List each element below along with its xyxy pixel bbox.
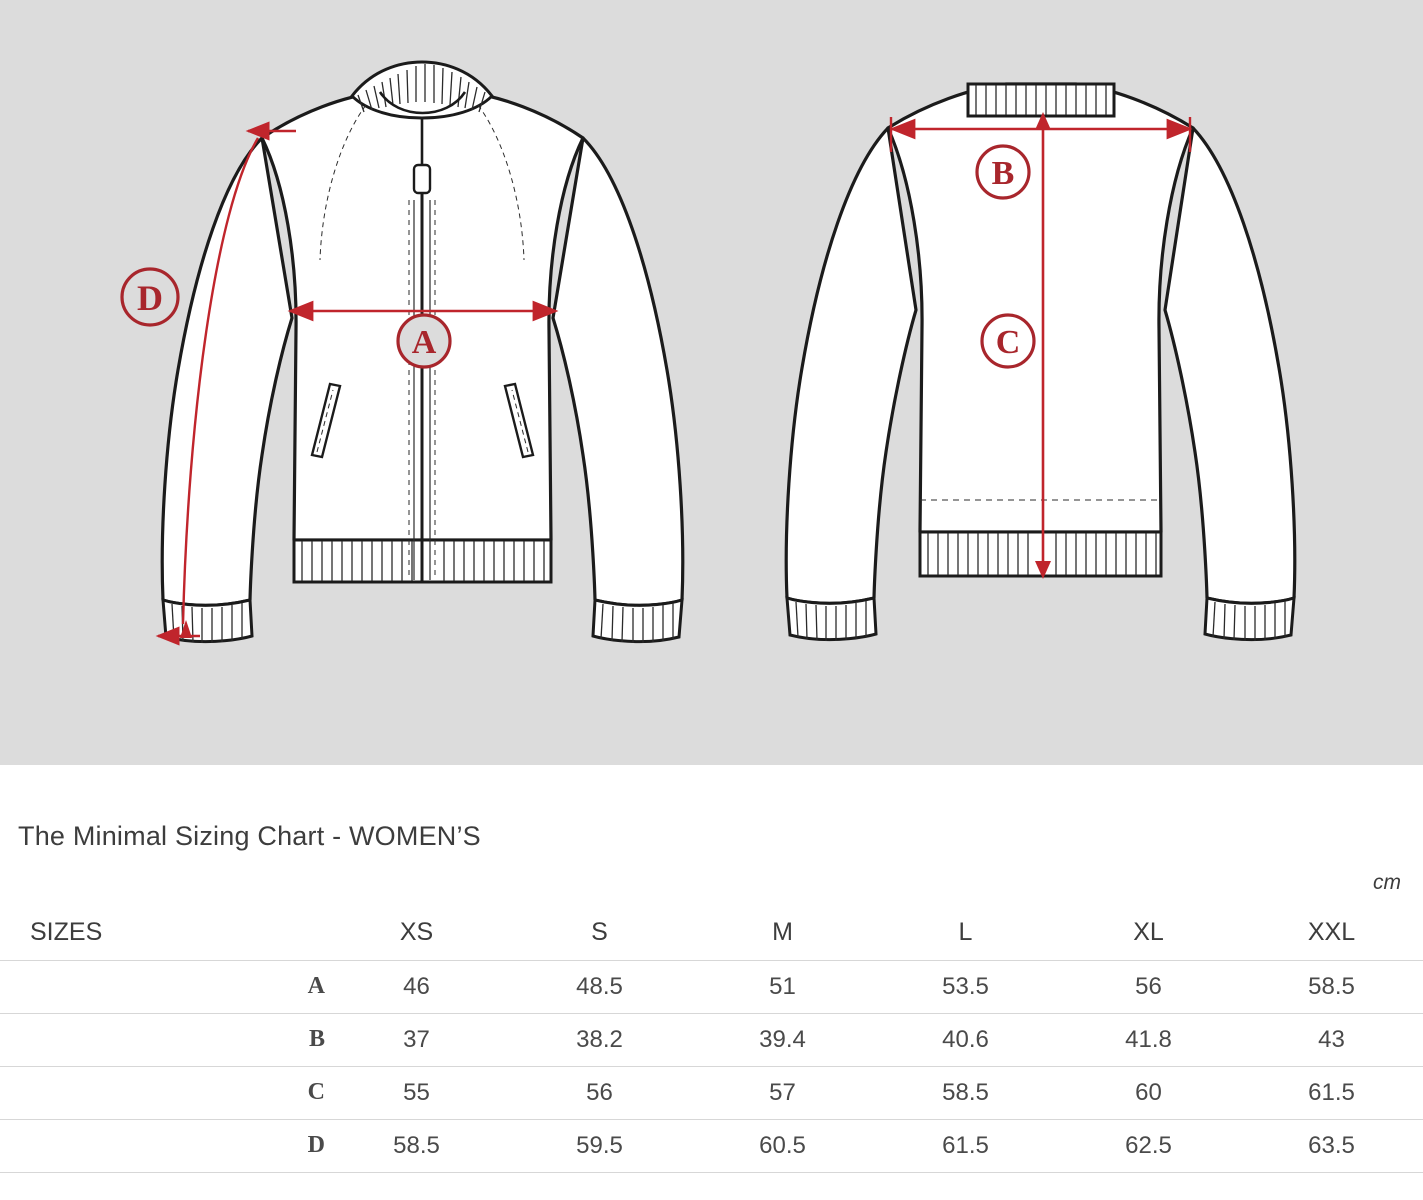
cell-a-s: 48.5 <box>576 972 623 1000</box>
table-header-row <box>0 904 1423 960</box>
unit-label: cm <box>1373 871 1401 894</box>
cell-b-xxl: 43 <box>1318 1025 1345 1053</box>
column-header-xxl: XXL <box>1307 917 1356 946</box>
row-label-b: B <box>308 1026 325 1053</box>
column-header-s: S <box>591 917 608 946</box>
cell-a-xxl: 58.5 <box>1308 972 1355 1000</box>
table-row <box>0 960 1423 1013</box>
cell-c-l: 58.5 <box>942 1078 989 1106</box>
jacket-back-view <box>786 84 1295 641</box>
cell-b-m: 39.4 <box>759 1025 806 1053</box>
measure-badge-a <box>398 315 450 367</box>
table-row <box>0 1013 1423 1066</box>
measure-badge-b <box>977 146 1029 198</box>
table-row <box>0 1066 1423 1119</box>
table-divider <box>0 1172 1423 1173</box>
column-header-sizes: SIZES <box>30 917 103 946</box>
cell-a-xl: 56 <box>1135 972 1162 1000</box>
cell-a-m: 51 <box>769 972 796 1000</box>
cell-b-xl: 41.8 <box>1125 1025 1172 1053</box>
cell-c-xxl: 61.5 <box>1308 1078 1355 1106</box>
table-divider <box>0 1066 1423 1067</box>
row-label-a: A <box>307 973 325 1000</box>
table-divider <box>0 1013 1423 1014</box>
row-label-d: D <box>307 1132 325 1159</box>
sizing-chart-panel <box>0 765 1423 1200</box>
svg-text:D: D <box>137 278 163 318</box>
cell-c-xl: 60 <box>1135 1078 1162 1106</box>
table-row <box>0 1119 1423 1172</box>
cell-b-xs: 37 <box>403 1025 430 1053</box>
cell-a-xs: 46 <box>403 972 430 1000</box>
cell-b-s: 38.2 <box>576 1025 623 1053</box>
measure-badge-c <box>982 315 1034 367</box>
cell-d-l: 61.5 <box>942 1131 989 1159</box>
column-header-xs: XS <box>399 917 434 946</box>
cell-c-s: 56 <box>586 1078 613 1106</box>
table-divider <box>0 1119 1423 1120</box>
cell-d-xs: 58.5 <box>393 1131 440 1159</box>
measure-badge-d <box>122 269 178 325</box>
column-header-l: L <box>958 917 973 946</box>
svg-text:B: B <box>991 155 1015 192</box>
cell-c-m: 57 <box>769 1078 796 1106</box>
svg-text:A: A <box>411 324 437 361</box>
svg-text:C: C <box>995 324 1021 361</box>
sizing-table <box>0 904 1423 1172</box>
column-header-xl: XL <box>1133 917 1164 946</box>
cell-a-l: 53.5 <box>942 972 989 1000</box>
cell-d-s: 59.5 <box>576 1131 623 1159</box>
row-label-c: C <box>307 1079 325 1106</box>
page-title: The Minimal Sizing Chart - WOMEN’S <box>18 821 481 851</box>
table-divider <box>0 960 1423 961</box>
cell-d-m: 60.5 <box>759 1131 806 1159</box>
cell-d-xxl: 63.5 <box>1308 1131 1355 1159</box>
cell-d-xl: 62.5 <box>1125 1131 1172 1159</box>
cell-c-xs: 55 <box>403 1078 430 1106</box>
jacket-front-view <box>122 62 683 643</box>
cell-b-l: 40.6 <box>942 1025 989 1053</box>
column-header-m: M <box>772 917 793 946</box>
